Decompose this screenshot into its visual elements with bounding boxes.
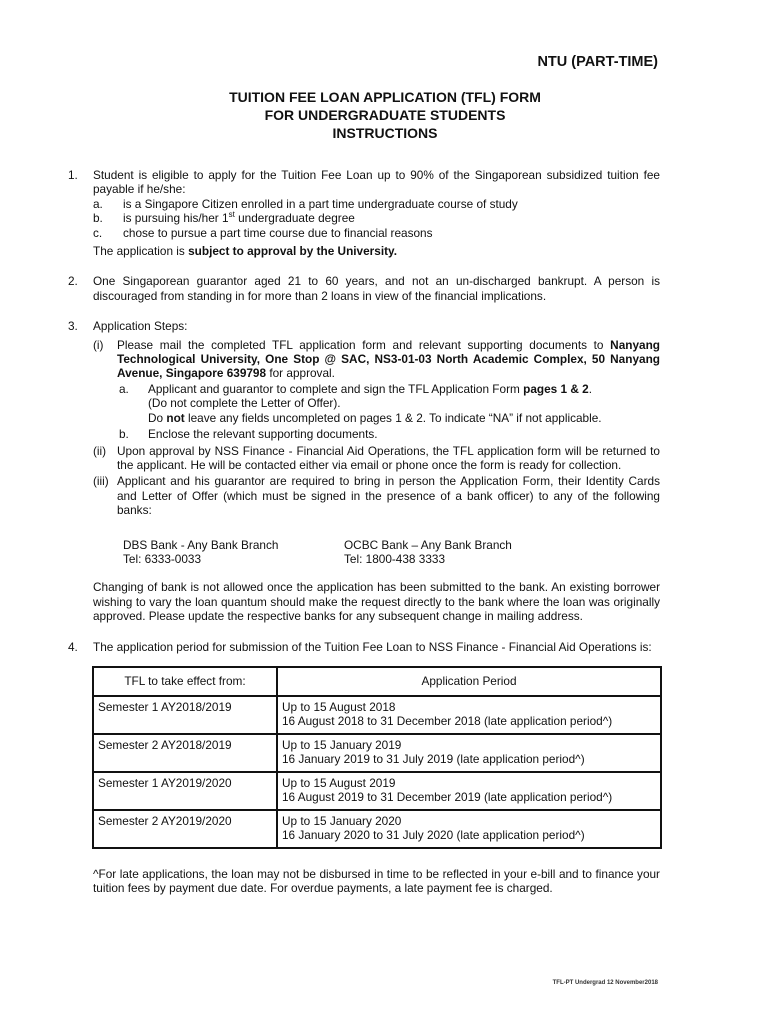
bank-name: DBS Bank - Any Bank Branch <box>123 537 279 552</box>
criterion-a: a. is a Singapore Citizen enrolled in a part time undergraduate course of study <box>93 196 518 211</box>
late-application-footnote: ^For late applications, the loan may not be disbursed in time to be reflected in your e-bill and to finance your tuition fees by payment due date. For overdue payments, a late payment fee is charged. <box>93 866 660 896</box>
table-row <box>93 772 661 810</box>
step-i: (i) Please mail the completed TFL application form and relevant supporting documents to Nanyang Technological University, One Stop @ SAC, NS3-01-03 North Academic Complex, 50 Nanyang Avenue, Singapore 639798 for approval. a. Applicant and guarantor to complete and sign the TFL Application Form pages 1 & 2. (Do not complete the Letter of Offer). Do not leave any fields uncompleted on pages 1 & 2. To indicate “NA” if not applicable. b. Enclose the relevant supporting documents. <box>93 337 660 442</box>
item-number: 4. <box>68 639 78 654</box>
table-header-cell: Application Period <box>277 667 661 696</box>
bank-list <box>123 538 660 567</box>
period-cell: Up to 15 January 2020 16 January 2020 to 31 July 2020 (late application period^) <box>277 810 661 848</box>
application-period-text: The application period for submission of the Tuition Fee Loan to NSS Finance - Financial Aid Operations is: <box>93 639 652 654</box>
table-header-cell: TFL to take effect from: <box>93 667 277 696</box>
bank-tel: Tel: 1800-438 3333 <box>344 551 446 566</box>
table-row <box>93 734 661 772</box>
semester-cell: Semester 1 AY2019/2020 <box>93 772 277 810</box>
application-steps-heading: Application Steps: <box>93 319 188 334</box>
mailing-address: Nanyang Technological University, One Stop @ SAC, NS3-01-03 North Academic Complex, 50 Nanyang Avenue, Singapore 639798 <box>117 337 660 381</box>
instruction-item-2 <box>68 274 660 303</box>
item-number: 2. <box>68 274 78 289</box>
bank-ocbc <box>344 538 565 567</box>
semester-cell: Semester 2 AY2019/2020 <box>93 810 277 848</box>
title-line-2: FOR UNDERGRADUATE STUDENTS <box>264 107 506 123</box>
criterion-c: c. chose to pursue a part time course due to financial reasons <box>93 225 433 240</box>
item-number: 3. <box>68 319 78 334</box>
bank-name: OCBC Bank – Any Bank Branch <box>344 537 512 552</box>
step-ii: (ii) Upon approval by NSS Finance - Financial Aid Operations, the TFL application form will be returned to the applicant. He will be contacted either via email or phone once the form is ready for collection. <box>93 443 660 472</box>
eligibility-text: Student is eligible to apply for the Tuition Fee Loan up to 90% of the Singaporean subsidized tuition fee payable if he/she: <box>93 168 660 197</box>
header-label: NTU (PART-TIME) <box>537 54 658 70</box>
approval-note: The application is subject to approval by the University. <box>93 244 397 259</box>
footer-code: TFL-PT Undergrad 12 November2018 <box>552 980 658 986</box>
table-row <box>93 810 661 848</box>
bank-tel: Tel: 6333-0033 <box>123 551 202 566</box>
period-cell: Up to 15 August 2018 16 August 2018 to 31 December 2018 (late application period^) <box>277 696 661 734</box>
title-line-1: TUITION FEE LOAN APPLICATION (TFL) FORM <box>229 89 541 105</box>
instruction-item-3 <box>68 319 660 623</box>
table-row <box>93 696 661 734</box>
step-i-b: b. Enclose the relevant supporting documents. <box>119 427 378 442</box>
bank-change-note: Changing of bank is not allowed once the application has been submitted to the bank. An existing borrower wishing to vary the loan quantum should make the request directly to the bank where the loan was originally approved. Please update the respective banks for any subsequent change in mailing address. <box>93 580 660 624</box>
criterion-b: b. is pursuing his/her 1st undergraduate degree <box>93 210 355 226</box>
period-cell: Up to 15 January 2019 16 January 2019 to 31 July 2019 (late application period^) <box>277 734 661 772</box>
bank-dbs <box>123 538 344 567</box>
semester-cell: Semester 2 AY2018/2019 <box>93 734 277 772</box>
guarantor-text: One Singaporean guarantor aged 21 to 60 years, and not an un-discharged bankrupt. A person is discouraged from standing in for more than 2 loans in view of the financial implications. <box>93 274 660 303</box>
application-period-table <box>92 666 662 849</box>
document-title <box>0 88 770 142</box>
instruction-item-4 <box>68 640 660 654</box>
item-number: 1. <box>68 168 78 182</box>
semester-cell: Semester 1 AY2018/2019 <box>93 696 277 734</box>
period-cell: Up to 15 August 2019 16 August 2019 to 31 December 2019 (late application period^) <box>277 772 661 810</box>
step-iii: (iii) Applicant and his guarantor are required to bring in person the Application Form, their Identity Cards and Letter of Offer (which must be signed in the presence of a bank officer) to any of the following banks: <box>93 474 660 518</box>
title-line-3: INSTRUCTIONS <box>332 125 438 141</box>
instruction-item-1 <box>68 168 660 258</box>
table-header-row <box>93 667 661 696</box>
instructions-body <box>68 168 660 896</box>
step-i-a: a. Applicant and guarantor to complete and sign the TFL Application Form pages 1 & 2. (Do not complete the Letter of Offer). Do not leave any fields uncompleted on pages 1 & 2. To indicate “NA” if not applicable. <box>119 381 602 425</box>
